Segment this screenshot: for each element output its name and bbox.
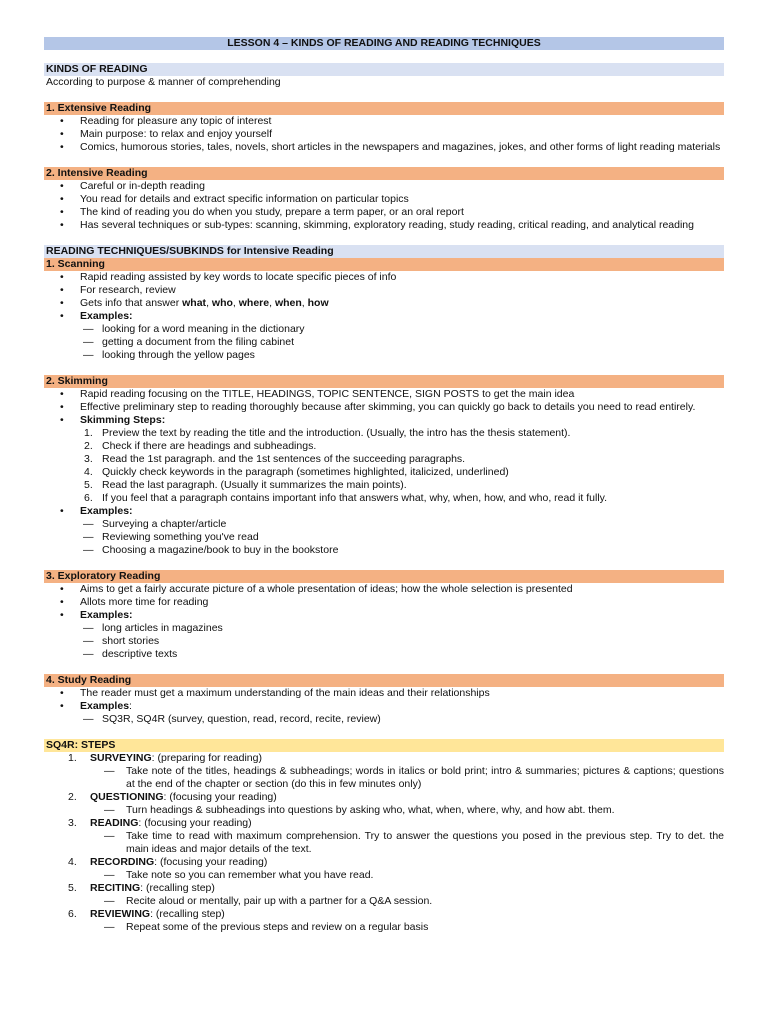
techniques-heading: READING TECHNIQUES/SUBKINDS for Intensive Reading (44, 245, 724, 258)
step-detail: — Take time to read with maximum comprehension. Try to answer the questions you posed in the previous step. Try to det. the main ideas and major details of the text. (90, 830, 724, 856)
examples-label: Examples: (80, 310, 133, 322)
list-item: • Aims to get a fairly accurate picture of a whole presentation of ideas; how the whole selection is presented (44, 583, 724, 596)
example-item: — Surveying a chapter/article (80, 518, 724, 531)
kinds-heading: KINDS OF READING (44, 63, 724, 76)
scanning-list (44, 271, 724, 362)
examples-label: Examples (80, 700, 130, 712)
sq4r-step: 2. QUESTIONING: (focusing your reading) — Turn headings & subheadings into questions by asking who, what, when, where, why, and how abt. them. (44, 791, 724, 817)
example-item: — SQ3R, SQ4R (survey, question, read, record, recite, review) (80, 713, 724, 726)
list-item: • Examples: — SQ3R, SQ4R (survey, question, read, record, recite, review) (44, 700, 724, 726)
steps-label: Skimming Steps: (80, 414, 166, 426)
example-item: — looking for a word meaning in the dictionary (80, 323, 724, 336)
example-item: — looking through the yellow pages (80, 349, 724, 362)
scanning-heading: 1. Scanning (44, 258, 724, 271)
example-item: — short stories (80, 635, 724, 648)
list-item: • Gets info that answer what, who, where, when, how (44, 297, 724, 310)
list-item: • Comics, humorous stories, tales, novels, short articles in the newspapers and magazines, jokes, and other forms of light reading materials (44, 141, 724, 154)
list-item: • For research, review (44, 284, 724, 297)
list-item: • The reader must get a maximum understanding of the main ideas and their relationships (44, 687, 724, 700)
intensive-heading: 2. Intensive Reading (44, 167, 724, 180)
step-item: 6. If you feel that a paragraph contains important info that answers what, why, when, how, and who, read it fully. (84, 492, 608, 504)
example-item: — Choosing a magazine/book to buy in the bookstore (80, 544, 724, 557)
sq4r-steps (44, 752, 724, 934)
page-title: LESSON 4 – KINDS OF READING AND READING TECHNIQUES (44, 37, 724, 50)
sq4r-step: 4. RECORDING: (focusing your reading) — Take note so you can remember what you have read. (44, 856, 724, 882)
example-item: — getting a document from the filing cabinet (80, 336, 724, 349)
step-detail: — Turn headings & subheadings into questions by asking who, what, when, where, why, and how abt. them. (90, 804, 724, 817)
list-item: • Allots more time for reading (44, 596, 724, 609)
sq4r-step: 6. REVIEWING: (recalling step) — Repeat some of the previous steps and review on a regular basis (44, 908, 724, 934)
intensive-list (44, 180, 724, 232)
examples-label: Examples: (80, 505, 133, 517)
kinds-subtitle: According to purpose & manner of comprehending (46, 76, 281, 88)
step-detail: — Take note so you can remember what you have read. (90, 869, 724, 882)
sq4r-step: 5. RECITING: (recalling step) — Recite aloud or mentally, pair up with a partner for a Q&A session. (44, 882, 724, 908)
extensive-list (44, 115, 724, 154)
step-detail: — Repeat some of the previous steps and review on a regular basis (90, 921, 724, 934)
list-item: • Reading for pleasure any topic of interest (44, 115, 724, 128)
step-detail: — Recite aloud or mentally, pair up with a partner for a Q&A session. (90, 895, 724, 908)
list-item: • Careful or in-depth reading (44, 180, 724, 193)
sq4r-step: 1. SURVEYING: (preparing for reading) — Take note of the titles, headings & subheadings; words in italics or bold print; intro & summaries; pictures & captions; questions at the end of the chapter or section (do this in few minutes only) (44, 752, 724, 791)
list-item: • Rapid reading focusing on the TITLE, HEADINGS, TOPIC SENTENCE, SIGN POSTS to get the main idea (44, 388, 724, 401)
step-item: 2. Check if there are headings and subheadings. (84, 440, 317, 452)
sq4r-step: 3. READING: (focusing your reading) — Take time to read with maximum comprehension. Try to answer the questions you posed in the previous step. Try to det. the main ideas and major details of the text. (44, 817, 724, 856)
list-item: • You read for details and extract specific information on particular topics (44, 193, 724, 206)
list-item: • Rapid reading assisted by key words to locate specific pieces of info (44, 271, 724, 284)
exploratory-list (44, 583, 724, 661)
extensive-heading: 1. Extensive Reading (44, 102, 724, 115)
list-item: • Main purpose: to relax and enjoy yourself (44, 128, 724, 141)
example-item: — descriptive texts (80, 648, 724, 661)
step-detail: — Take note of the titles, headings & subheadings; words in italics or bold print; intro & summaries; pictures & captions; questions at the end of the chapter or section (do this in few minutes only) (90, 765, 724, 791)
list-item (44, 609, 724, 661)
step-item: 4. Quickly check keywords in the paragraph (sometimes highlighted, italicized, underlined) (84, 466, 509, 478)
list-item (44, 310, 724, 362)
list-item: • The kind of reading you do when you study, prepare a term paper, or an oral report (44, 206, 724, 219)
step-item: 5. Read the last paragraph. (Usually it summarizes the main points). (84, 479, 407, 491)
example-item: — long articles in magazines (80, 622, 724, 635)
sq4r-heading: SQ4R: STEPS (44, 739, 724, 752)
list-item (44, 505, 724, 557)
study-list (44, 687, 724, 726)
list-item (44, 414, 724, 505)
step-item: 1. Preview the text by reading the title and the introduction. (Usually, the intro has the thesis statement). (84, 427, 571, 439)
step-item: 3. Read the 1st paragraph. and the 1st sentences of the succeeding paragraphs. (84, 453, 466, 465)
skimming-heading: 2. Skimming (44, 375, 724, 388)
study-heading: 4. Study Reading (44, 674, 724, 687)
list-item: • Has several techniques or sub-types: scanning, skimming, exploratory reading, study reading, critical reading, and analytical reading (44, 219, 724, 232)
examples-label: Examples: (80, 609, 133, 621)
list-item: • Effective preliminary step to reading thoroughly because after skimming, you can quickly go back to details you need to read entirely. (44, 401, 724, 414)
exploratory-heading: 3. Exploratory Reading (44, 570, 724, 583)
skimming-list (44, 388, 724, 557)
example-item: — Reviewing something you've read (80, 531, 724, 544)
